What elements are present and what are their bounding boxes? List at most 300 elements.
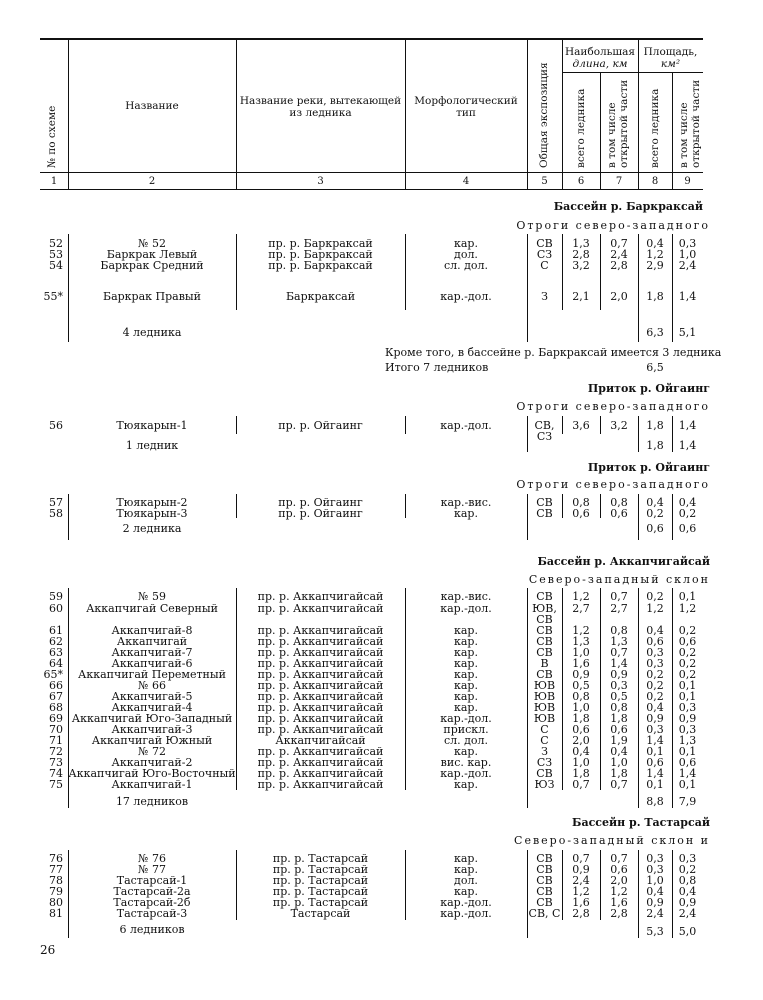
row-number: 58: [49, 507, 63, 520]
header-rule-mid: [562, 72, 703, 73]
area-total: 1,2: [646, 602, 664, 615]
length-open: 2,0: [610, 290, 628, 303]
length-total: 1,2: [572, 885, 590, 898]
river-name: пр. р. Баркраксай: [268, 259, 373, 272]
length-total: 0,9: [572, 668, 590, 681]
section-subtitle: Северо-западный склон и: [514, 834, 710, 847]
area-total: 0,3: [646, 863, 664, 876]
glacier-name: № 52: [138, 237, 166, 250]
header-col-length-total: всего ледника: [575, 88, 587, 168]
length-open: 0,8: [610, 496, 628, 509]
morph-type: кар.-дол.: [440, 419, 492, 432]
row-number: 64: [49, 657, 63, 670]
section-total-area: 0,6: [646, 522, 664, 535]
morph-type: кар.: [454, 778, 478, 791]
section-title: Бассейн р. Аккапчигайсай: [537, 555, 710, 568]
section-total-area-open: 5,0: [678, 925, 697, 938]
row-number: 54: [49, 259, 63, 272]
morph-type: сл. дол.: [443, 259, 489, 272]
length-total: 1,0: [572, 756, 590, 769]
area-open: 1,4: [678, 767, 697, 780]
length-open: 0,9: [610, 668, 628, 681]
length-open: 2,4: [610, 248, 628, 261]
glacier-name: № 66: [138, 679, 166, 692]
row-number: 77: [49, 863, 63, 876]
glacier-name: Баркрак Правый: [102, 290, 201, 303]
exposure: ЮЗ: [534, 778, 555, 791]
length-open: 1,8: [610, 712, 628, 725]
area-open: 2,4: [678, 907, 697, 920]
morph-type: кар.-вис.: [440, 590, 492, 603]
length-total: 1,8: [572, 712, 590, 725]
area-total: 1,4: [646, 734, 664, 747]
row-number: 75: [49, 778, 63, 791]
morph-type: дол.: [454, 874, 478, 887]
area-open: 0,2: [678, 624, 697, 637]
length-total: 3,2: [572, 259, 590, 272]
length-open: 3,2: [610, 419, 628, 432]
river-name: пр. р. Тастарсай: [272, 896, 369, 909]
length-total: 3,6: [572, 419, 590, 432]
colnum: 8: [651, 176, 659, 187]
glacier-name: Тюякарын-3: [116, 507, 188, 520]
length-total: 0,8: [572, 690, 590, 703]
morph-type: кар.-дол.: [440, 896, 492, 909]
area-open: 0,2: [678, 657, 697, 670]
exposure: СВ: [536, 635, 553, 648]
length-open: 0,5: [610, 690, 628, 703]
section-subtitle: Отроги северо-западного: [516, 478, 710, 491]
section-total-area-open: 1,4: [678, 439, 697, 452]
river-name: пр. р. Аккапчигайсай: [257, 756, 384, 769]
length-total: 1,2: [572, 624, 590, 637]
glacier-name: Тастарсай-2б: [113, 896, 191, 909]
morph-type: кар.: [454, 679, 478, 692]
area-open: 0,2: [678, 863, 697, 876]
length-total: 2,7: [572, 602, 590, 615]
header-length-group-2: длина, км: [572, 58, 628, 70]
exposure: СВ: [536, 496, 553, 509]
length-open: 1,4: [610, 657, 628, 670]
length-open: 0,8: [610, 701, 628, 714]
morph-type: дол.: [454, 248, 478, 261]
glacier-name: № 59: [138, 590, 166, 603]
section-total-label: 4 ледника: [122, 326, 182, 339]
area-total: 0,3: [646, 852, 664, 865]
row-number: 76: [49, 852, 63, 865]
river-name: пр. р. Аккапчигайсай: [257, 690, 384, 703]
morph-type: сл. дол.: [443, 734, 489, 747]
area-open: 2,4: [678, 259, 697, 272]
length-open: 1,3: [610, 635, 628, 648]
row-number: 55*: [43, 290, 63, 303]
length-open: 0,7: [610, 778, 628, 791]
length-open: 0,7: [610, 852, 628, 865]
morph-type: кар.: [454, 507, 478, 520]
area-total: 0,6: [646, 756, 664, 769]
row-number: 74: [49, 767, 63, 780]
exposure: СВ: [536, 767, 553, 780]
length-total: 0,8: [572, 496, 590, 509]
river-name: пр. р. Ойгаинг: [278, 496, 363, 509]
exposure: СВ: [536, 237, 553, 250]
length-open: 0,6: [610, 723, 628, 736]
length-total: 2,1: [572, 290, 590, 303]
colnum: 5: [541, 176, 548, 187]
row-number: 60: [49, 602, 63, 615]
area-total: 0,3: [646, 657, 664, 670]
length-total: 2,8: [572, 248, 590, 261]
area-total: 0,4: [646, 237, 664, 250]
length-total: 2,0: [572, 734, 590, 747]
glacier-name: № 76: [138, 852, 166, 865]
glacier-name: Аккапчигай Северный: [86, 602, 218, 615]
river-name: Баркраксай: [285, 290, 356, 303]
length-total: 0,7: [572, 778, 590, 791]
row-number: 80: [49, 896, 63, 909]
glacier-name: Аккапчигай Южный: [91, 734, 213, 747]
header-col-exposure: Общая экспозиция: [538, 62, 550, 168]
length-open: 1,8: [610, 767, 628, 780]
length-total: 0,7: [572, 852, 590, 865]
exposure: СЗ: [536, 756, 553, 769]
top-rule: [40, 38, 703, 40]
area-total: 0,3: [646, 723, 664, 736]
section-total-area-open: 0,6: [678, 522, 697, 535]
river-name: Тастарсай: [290, 907, 351, 920]
river-name: пр. р. Аккапчигайсай: [257, 712, 384, 725]
row-number: 56: [49, 419, 63, 432]
glacier-name: Тюякарын-2: [116, 496, 188, 509]
area-total: 1,4: [646, 767, 664, 780]
exposure: С: [540, 723, 549, 736]
exposure: В: [540, 657, 549, 670]
area-total: 0,4: [646, 624, 664, 637]
exposure: СВ, С: [528, 907, 561, 920]
exposure: СВ: [536, 507, 553, 520]
river-name: пр. р. Тастарсай: [272, 885, 369, 898]
section-total-area-open: 7,9: [678, 795, 697, 808]
area-open: 0,3: [678, 701, 697, 714]
row-number: 66: [49, 679, 63, 692]
glacier-name: Аккапчигай Юго-Западный: [71, 712, 233, 725]
morph-type: кар.-дол.: [440, 290, 492, 303]
page-number: 26: [40, 943, 56, 957]
glacier-name: Тастарсай-1: [116, 874, 188, 887]
area-open: 0,3: [678, 723, 697, 736]
morph-type: кар.: [454, 863, 478, 876]
exposure: СВ: [536, 646, 553, 659]
area-total: 0,2: [646, 507, 664, 520]
length-open: 1,2: [610, 885, 628, 898]
header-col-river-2: из ледника: [289, 107, 352, 119]
section-total-note-value: 6,5: [646, 361, 664, 374]
morph-type: кар.: [454, 885, 478, 898]
colnum: 6: [577, 176, 585, 187]
section-total-label: 1 ледник: [125, 439, 179, 452]
glacier-name: Аккапчигай Переметный: [78, 668, 226, 681]
glacier-name: Аккапчигай: [116, 635, 188, 648]
river-name: пр. р. Аккапчигайсай: [257, 590, 384, 603]
length-open: 2,8: [610, 907, 628, 920]
length-total: 0,5: [572, 679, 590, 692]
area-open: 0,1: [678, 679, 697, 692]
header-sep: [68, 40, 69, 189]
section-total-note: Итого 7 ледников: [385, 361, 489, 374]
header-col-river-1: Название реки, вытекающей: [239, 95, 402, 107]
area-total: 0,1: [646, 745, 664, 758]
glacier-name: Аккапчигай Юго-Восточный: [68, 767, 236, 780]
section-total-area: 1,8: [646, 439, 664, 452]
header-area-group-1: Площадь,: [643, 46, 698, 58]
river-name: пр. р. Аккапчигайсай: [257, 624, 384, 637]
length-total: 1,8: [572, 767, 590, 780]
section-title: Приток р. Ойгаинг: [587, 461, 710, 474]
row-number: 79: [49, 885, 63, 898]
row-number: 71: [49, 734, 63, 747]
length-open: 0,7: [610, 646, 628, 659]
area-open: 0,4: [678, 885, 697, 898]
length-total: 0,6: [572, 507, 590, 520]
exposure: З: [541, 745, 548, 758]
river-name: пр. р. Аккапчигайсай: [257, 778, 384, 791]
river-name: пр. р. Баркраксай: [268, 248, 373, 261]
river-name: пр. р. Аккапчигайсай: [257, 657, 384, 670]
river-name: пр. р. Аккапчигайсай: [257, 767, 384, 780]
area-total: 1,0: [646, 874, 664, 887]
glacier-name: Аккапчигай-2: [111, 756, 193, 769]
area-total: 0,2: [646, 690, 664, 703]
exposure: СВ: [536, 624, 553, 637]
glacier-name: Аккапчигай-3: [111, 723, 193, 736]
row-number: 72: [49, 745, 63, 758]
area-open: 0,6: [678, 635, 697, 648]
river-name: Аккапчигайсай: [275, 734, 366, 747]
colnum: 2: [148, 176, 156, 187]
header-sep: [600, 72, 601, 189]
area-open: 0,4: [678, 496, 697, 509]
glacier-name: Аккапчигай-5: [111, 690, 193, 703]
area-total: 0,4: [646, 701, 664, 714]
area-open: 1,2: [678, 602, 697, 615]
row-number: 57: [49, 496, 63, 509]
length-total: 1,6: [572, 657, 590, 670]
glacier-name: Аккапчигай-6: [111, 657, 193, 670]
morph-type: кар.: [454, 646, 478, 659]
morph-type: кар.: [454, 701, 478, 714]
section-total-area: 8,8: [646, 795, 664, 808]
section-title: Приток р. Ойгаинг: [587, 382, 710, 395]
row-number: 68: [49, 701, 63, 714]
area-open: 0,1: [678, 778, 697, 791]
river-name: пр. р. Тастарсай: [272, 852, 369, 865]
header-sep: [672, 72, 673, 189]
length-total: 0,4: [572, 745, 590, 758]
area-total: 0,9: [646, 896, 664, 909]
morph-type: кар.: [454, 745, 478, 758]
header-col-area-total: всего ледника: [649, 88, 661, 168]
morph-type: кар.-дол.: [440, 767, 492, 780]
length-open: 0,6: [610, 507, 628, 520]
morph-type: кар.-вис.: [440, 496, 492, 509]
morph-type: кар.: [454, 624, 478, 637]
length-open: 1,9: [610, 734, 628, 747]
length-open: 0,7: [610, 590, 628, 603]
area-open: 0,2: [678, 668, 697, 681]
length-total: 2,4: [572, 874, 590, 887]
colnum: 9: [684, 176, 691, 187]
morph-type: кар.: [454, 635, 478, 648]
morph-type: вис. кар.: [440, 756, 492, 769]
glacier-name: Тастарсай-2а: [113, 885, 191, 898]
area-total: 0,1: [646, 778, 664, 791]
morph-type: кар.: [454, 852, 478, 865]
area-open: 0,1: [678, 690, 697, 703]
exposure: СВ: [536, 668, 553, 681]
section-total-label: 6 ледников: [119, 923, 185, 936]
morph-type: прискл.: [443, 723, 489, 736]
length-open: 1,6: [610, 896, 628, 909]
river-name: пр. р. Аккапчигайсай: [257, 723, 384, 736]
glacier-name: № 72: [138, 745, 166, 758]
section-subtitle: Отроги северо-западного: [516, 219, 710, 232]
length-open: 0,4: [610, 745, 628, 758]
section-title: Бассейн р. Тастарсай: [572, 816, 710, 829]
length-total: 1,3: [572, 635, 590, 648]
length-open: 0,3: [610, 679, 628, 692]
section-note: Кроме того, в бассейне р. Баркраксай имеется 3 ледника: [385, 346, 722, 359]
length-total: 1,6: [572, 896, 590, 909]
length-total: 2,8: [572, 907, 590, 920]
area-open: 0,1: [678, 590, 697, 603]
section-total-label: 2 ледника: [122, 522, 182, 535]
length-open: 0,8: [610, 624, 628, 637]
length-open: 1,0: [610, 756, 628, 769]
morph-type: кар.: [454, 657, 478, 670]
header-col-length-open-2: открытой части: [618, 79, 630, 168]
colnum-rule: [40, 189, 703, 190]
exposure: СВ: [536, 852, 553, 865]
river-name: пр. р. Аккапчигайсай: [257, 701, 384, 714]
morph-type: кар.: [454, 690, 478, 703]
glacier-name: Аккапчигай-7: [111, 646, 193, 659]
area-open: 1,4: [678, 419, 697, 432]
area-total: 1,2: [646, 248, 664, 261]
length-total: 1,0: [572, 646, 590, 659]
river-name: пр. р. Аккапчигайсай: [257, 635, 384, 648]
area-open: 0,2: [678, 507, 697, 520]
exposure: СВ: [536, 885, 553, 898]
length-total: 1,3: [572, 237, 590, 250]
river-name: пр. р. Баркраксай: [268, 237, 373, 250]
area-total: 1,8: [646, 290, 664, 303]
area-total: 0,4: [646, 496, 664, 509]
glacier-name: Тюякарын-1: [116, 419, 188, 432]
exposure: СВ: [536, 896, 553, 909]
area-total: 0,2: [646, 590, 664, 603]
length-open: 2,8: [610, 259, 628, 272]
section-total-area: 6,3: [646, 326, 664, 339]
exposure: СЗ: [536, 248, 553, 261]
area-open: 0,8: [678, 874, 697, 887]
row-number: 52: [49, 237, 63, 250]
header-col-area-open-2: открытой части: [690, 79, 702, 168]
area-open: 0,9: [678, 896, 697, 909]
exposure: С: [540, 734, 549, 747]
river-name: пр. р. Тастарсай: [272, 874, 369, 887]
river-name: пр. р. Аккапчигайсай: [257, 745, 384, 758]
area-open: 1,3: [678, 734, 697, 747]
colnum: 7: [615, 176, 623, 187]
section-total-area: 5,3: [646, 925, 664, 938]
area-open: 0,2: [678, 646, 697, 659]
area-total: 2,4: [646, 907, 664, 920]
area-total: 0,2: [646, 668, 664, 681]
section-title: Бассейн р. Баркраксай: [553, 200, 703, 213]
row-number: 63: [49, 646, 63, 659]
section-subtitle: Северо-западный склон: [528, 573, 710, 586]
header-length-group-1: Наибольшая: [564, 46, 636, 58]
morph-type: кар.: [454, 237, 478, 250]
length-total: 1,2: [572, 590, 590, 603]
header-col-number: № по схеме: [46, 105, 58, 168]
river-name: пр. р. Аккапчигайсай: [257, 602, 384, 615]
header-col-type-1: Морфологический: [414, 95, 518, 107]
colnum: 1: [50, 176, 58, 187]
exposure: СВ: [536, 863, 553, 876]
exposure: ЮВ: [533, 690, 556, 703]
area-total: 2,9: [646, 259, 664, 272]
length-total: 0,6: [572, 723, 590, 736]
river-name: пр. р. Тастарсай: [272, 863, 369, 876]
morph-type: кар.: [454, 668, 478, 681]
area-open: 1,4: [678, 290, 697, 303]
row-number: 69: [49, 712, 63, 725]
colnum: 4: [462, 176, 470, 187]
area-total: 0,9: [646, 712, 664, 725]
area-open: 0,1: [678, 745, 697, 758]
morph-type: кар.-дол.: [440, 712, 492, 725]
length-open: 0,7: [610, 237, 628, 250]
header-rule: [40, 172, 703, 173]
glacier-name: Аккапчигай-4: [111, 701, 193, 714]
row-number: 62: [49, 635, 63, 648]
row-number: 78: [49, 874, 63, 887]
row-number: 73: [49, 756, 63, 769]
glacier-name: № 77: [138, 863, 166, 876]
exposure: ЮВ, СВ: [532, 602, 557, 626]
length-open: 0,6: [610, 863, 628, 876]
glacier-name: Баркрак Левый: [106, 248, 198, 261]
header-sep: [527, 40, 528, 189]
colnum: 3: [317, 176, 324, 187]
section-total-label: 17 ледников: [115, 795, 189, 808]
row-number: 67: [49, 690, 63, 703]
header-col-name: Название: [125, 100, 179, 112]
exposure: ЮВ: [533, 712, 556, 725]
river-name: пр. р. Ойгаинг: [278, 419, 363, 432]
area-total: 0,2: [646, 679, 664, 692]
header-area-group-2: км²: [660, 58, 681, 70]
area-open: 0,3: [678, 237, 697, 250]
row-number: 61: [49, 624, 63, 637]
morph-type: кар.-дол.: [440, 602, 492, 615]
river-name: пр. р. Аккапчигайсай: [257, 646, 384, 659]
row-number: 65*: [43, 668, 63, 681]
exposure: ЮВ: [533, 701, 556, 714]
area-total: 1,8: [646, 419, 664, 432]
header-col-length-open-1: в том числе: [606, 102, 618, 168]
